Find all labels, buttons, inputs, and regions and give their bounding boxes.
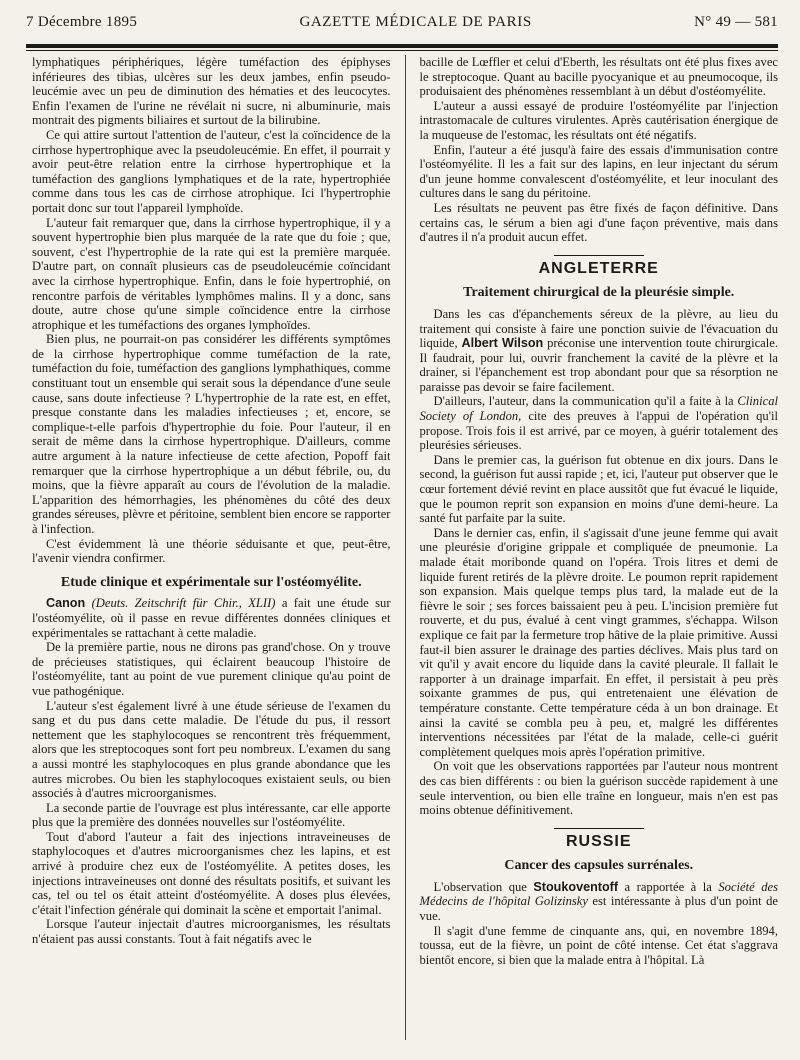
author-name: Stoukoventoff (533, 879, 619, 894)
paragraph: bacille de Lœffler et celui d'Eberth, les résultats ont été plus fixes avec le streptocoque. Quant au bacille pyocyanique et au pneumocoque, ils produisaient des phénomènes ressemblant à un début d'ostéomyélite. (419, 55, 778, 99)
right-column (419, 55, 778, 1040)
left-column (26, 55, 391, 1040)
paragraph: La seconde partie de l'ouvrage est plus intéressante, car elle apporte plus que la première des données nouvelles sur l'ostéomyélite. (32, 800, 391, 830)
paragraph (419, 394, 778, 452)
section-rule (554, 828, 644, 829)
article-title-adrenal-cancer: Cancer des capsules surrénales. (504, 858, 694, 874)
paragraph: C'est évidemment là une théorie séduisante et que, peut-être, l'avenir viendra confirmer. (32, 536, 391, 566)
journal-title: GAZETTE MÉDICALE DE PARIS (299, 14, 532, 30)
paragraph: Tout d'abord l'auteur a fait des injections intraveineuses de staphylocoques et d'autres microorganismes chez les lapins, et est arrivé à produire chez eux de l'ostéomyélite. A petites doses, les injections intraveineuses ont donné des résultats positifs, et suivant les cas, tel ou tel os était atteint d'ostéomyélite. A doses plus élevées, c'était l'infection générale qui dominait la scène et emportait l'animal. (32, 829, 391, 917)
header-date: 7 Décembre 1895 (26, 14, 138, 30)
author-name: Canon (46, 596, 86, 611)
column-divider (405, 55, 406, 1040)
author-name: Albert Wilson (461, 336, 544, 351)
paragraph: Enfin, l'auteur a été jusqu'à faire des essais d'immunisation contre l'ostéomyélite. Il les a fait sur des lapins, en leur injectant du sérum d'un jeune homme convalescent d'ostéomyélite, et leur inoculant des cultures dans le sang du péritoine. (419, 142, 778, 201)
article-title-osteomyelitis: Etude clinique et expérimentale sur l'ostéomyélite. (60, 574, 362, 590)
paragraph: Dans le premier cas, la guérison fut obtenue en dix jours. Dans le second, la guérison fut aussi rapide ; et, ici, l'auteur put observer que le cœur fortement dévié revint en place aussitôt que fut évacué le liquide, que le poumon reprit son expansion en moins d'une demi-heure. La santé fut parfaite par la suite. (419, 452, 778, 526)
paragraph: Les résultats ne peuvent pas être fixés de façon définitive. Dans certains cas, le sérum a bien agi d'une façon préventive, mais dans d'autres il n'a produit aucun effet. (419, 200, 778, 245)
paragraph-text: a rapportée à la (618, 879, 719, 894)
paragraph: Dans le dernier cas, enfin, il s'agissait d'une jeune femme qui avait une pleurésie d'origine grippale et compliquée de pneumonie. La malade était moribonde quand on l'opéra. Trois litres et demi de liquide furent retirés de la plèvre droite. Le poumon reprit rapidement son expansion. Mais quelque temps plus tard, la malade eut de la fièvre le soir ; ses forces baissaient peu à peu. L'incision première fut rouverte, et du pus, évalué à cent vingt grammes, s'échappa. Wilson explique ce fait par la fermeture trop hâtive de la plaie primitive. Aussi faut-il bien assurer le drainage des parties déclives. Mais plus tard on vit qu'il y avait encore du liquide dans la cavité pleurale. Il fallait le rapporter à un drainage imparfait. En effet, il persistait à peu près soixante grammes de pus, qui entretenaient une élévation de température constante. Cette température céda à un bon drainage. Et ainsi la cavité se combla peu à peu, et, malgré les différentes interventions nécessitées par l'état de la malade, celle-ci guérit complètement quelques mois après l'opération primitive. (419, 525, 778, 759)
header-rule-thin (26, 50, 778, 51)
section-heading-russie: RUSSIE (565, 832, 632, 850)
section-rule (554, 255, 644, 256)
issue-page-number: N° 49 — 581 (694, 14, 778, 30)
paragraph-text: a fait une étude sur l'ostéomyélite, où il passe en revue différentes données cliniques et expérimentales se rattachant à cette maladie. (32, 596, 391, 640)
paragraph: Ce qui attire surtout l'attention de l'auteur, c'est la coïncidence de la cirrhose hypertrophique avec la pseudoleucémie. En effet, il pourrait y avoir peut-être relation entre la cirrhose hypertrophique et la tuméfaction des ganglions lymphatiques et de la rate, hypertrophiée comme dans tous les cas de cirrhose atrophique. Ici l'hypertrophie portait donc sur tout l'appareil lymphoïde. (32, 127, 391, 215)
paragraph-text: préconise une intervention toute chirurgicale. Il faudrait, pour lui, ouvrir franchement la cavité de la plèvre et la drainer, si l'épanchement est trop abondant pour que sa résorption ne paraisse pas devoir se faire facilement. (419, 336, 778, 394)
society-name: Société des Médecins de l'hôpital Golizinsky (419, 879, 778, 909)
text-columns (26, 55, 778, 1040)
paragraph: L'auteur s'est également livré à une étude sérieuse de l'examen du sang et du pus dans cette maladie. De l'étude du pus, il ressort nettement que les staphylocoques se rencontrent très fréquemment, alors que les streptocoques sont fort peu nombreux. L'examen du sang a aussi montré les staphylocoques en plus grande abondance que les autres microbes. Ou bien les staphylocoques existaient seuls, ou bien associés à d'autres microorganismes. (32, 698, 391, 801)
paragraph: De la première partie, nous ne dirons pas grand'chose. On y trouve de précieuses statistiques, qui éclairent beaucoup l'histoire de l'ostéomyélite, tant au point de vue purement clinique qu'au point de vue pathogénique. (32, 640, 391, 698)
page-header (26, 14, 778, 36)
paragraph: lymphatiques périphériques, légère tuméfaction des épiphyses inférieures des tibias, ulcères sur les deux jambes, enfin pseudo-leucémie avec un peu de diminution des hématies et des leucocytes. Enfin l'examen de l'urine ne révélait ni sucre, ni albuminurie, mais montrait des pigments biliaires et surtout de la bilirubine. (32, 55, 391, 128)
paragraph-text: D'ailleurs, l'auteur, dans la communication qu'il a faite à la (433, 394, 738, 409)
paragraph-text: est intéressante à plus d'un point de vue. (419, 894, 778, 924)
paragraph: L'auteur a aussi essayé de produire l'ostéomyélite par l'injection intrastomacale de cultures virulentes. Après cautérisation énergique de la muqueuse de l'estomac, les résultats ont été négatifs. (419, 98, 778, 142)
paragraph-text: cite des preuves à l'appui de l'opération qu'il propose. Trois fois il est arrivé, par ce moyen, à guérir totalement des pleurésies sérieuses. (419, 409, 778, 453)
paragraph: On voit que les observations rapportées par l'auteur nous montrent des cas bien différents : ou bien la guérison succède rapidement à une seule intervention, ou bien elle traîne en longueur, mais n'en est pas moins obtenue définitivement. (419, 759, 778, 818)
reference-citation: (Deuts. Zeitschrift für Chir., XLII) (91, 596, 276, 611)
header-rule-thick (26, 44, 778, 48)
paragraph (32, 596, 391, 640)
paragraph: Lorsque l'auteur injectait d'autres microorganismes, les résultats n'étaient pas aussi constants. Tout à fait négatifs avec le (32, 917, 391, 947)
paragraph (419, 307, 778, 395)
article-title-pleurisy: Traitement chirurgical de la pleurésie simple. (463, 285, 735, 301)
paragraph: L'auteur fait remarquer que, dans la cirrhose hypertrophique, il y a souvent hypertrophie bien plus marquée de la rate que du foie ; que, souvent, c'est l'hypertrophie de la rate qui est la première marquée. D'autre part, on connaît plusieurs cas de pseudoleucémie coïncidant avec la cirrhose hypertrophique. Enfin, dans le foie hypertrophié, on rencontre parfois de véritables lymphômes malins. Il y a donc, sans doute, autre chose qu'une simple coïncidence entre la cirrhose atrophique et les tuméfactions des organes lymphoïdes. (32, 215, 391, 332)
paragraph-text: Dans les cas d'épanchements séreux de la plèvre, au lieu du traitement qui consiste à faire une ponction suivie de l'évacuation du liquide, (419, 306, 778, 351)
paragraph (419, 880, 778, 924)
paragraph: Il s'agit d'une femme de cinquante ans, qui, en novembre 1894, toussa, eut de la fièvre, un point de côté intense. Cet état s'aggrava bientôt encore, si bien que la malade entra à l'hôpital. Là (419, 923, 778, 967)
paragraph: Bien plus, ne pourrait-on pas considérer les différents symptômes de la cirrhose hypertrophique comme tuméfaction de la rate, tuméfaction du foie, tuméfaction des ganglions lymphathiques, comme constituant tout un ensemble qui serait sous la dépendance d'une seule cause, sans doute infectieuse ? L'hypertrophie de la rate est, en effet, presque constante dans les maladies infectieuses ; et, encore, se complique-t-elle parfois d'hypertrophie du foie. Pour l'auteur, il en serait de même dans la cirrhose hypertrophique. D'ailleurs, comme autre argument à la nature infectieuse de cette afection, Popoff fait remarquer que la cirrhose hypertrophique a un début fébrile, ou, du moins, que la fièvre apparaît au cours de l'évolution de la maladie. L'apparition des hémorrhagies, les phénomènes du côté des deux grandes séreuses, plèvre et péritoine, semblent bien encore se rapporter à l'infection. (32, 332, 391, 536)
paragraph-text: L'observation que (433, 879, 534, 894)
section-heading-angleterre: ANGLETERRE (538, 259, 659, 277)
society-name: Clinical Society of London, (419, 394, 778, 424)
